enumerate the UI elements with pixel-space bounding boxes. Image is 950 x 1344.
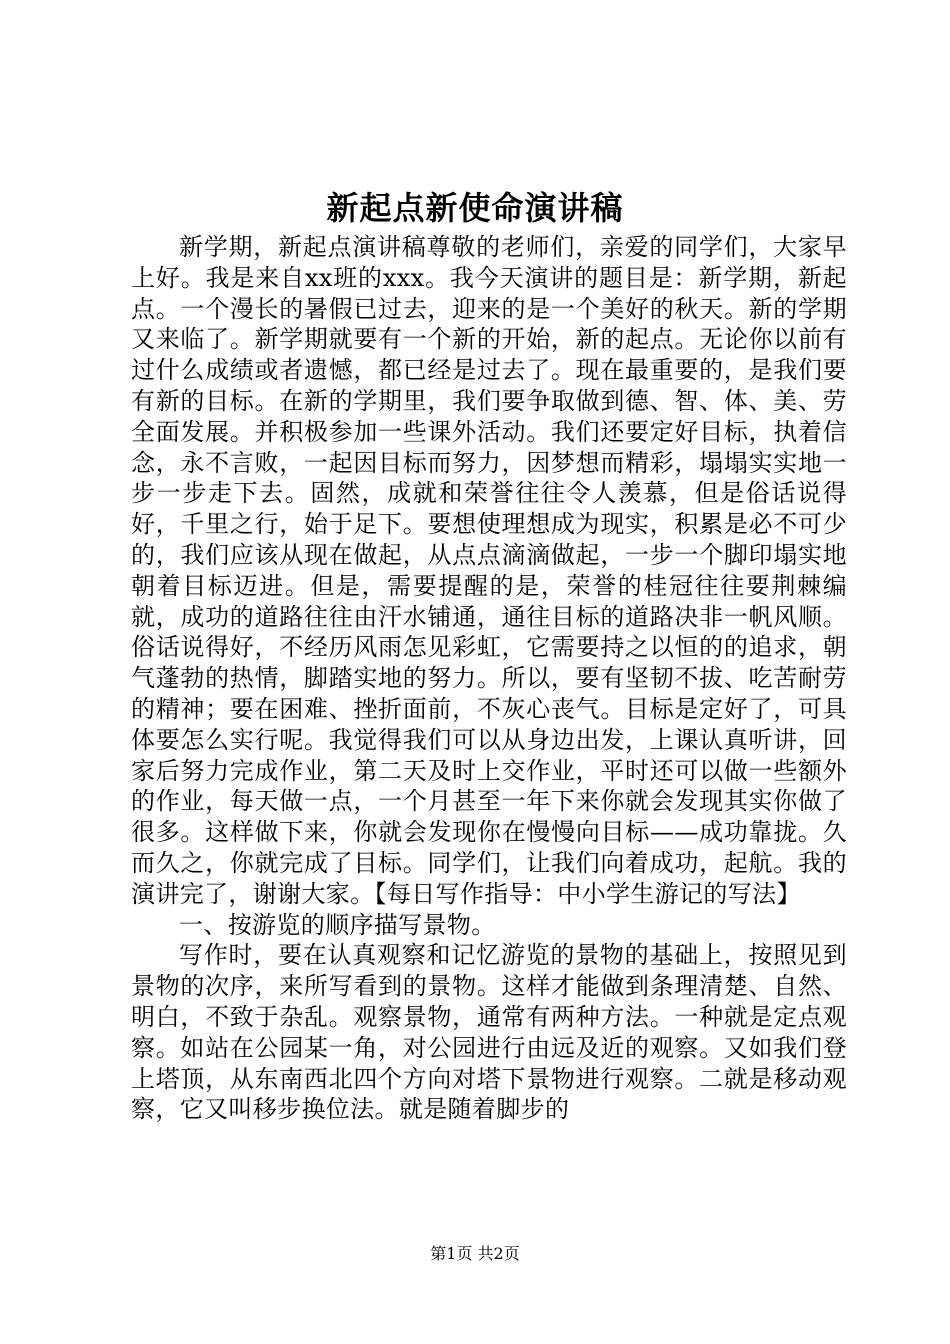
- paragraph-writing-guide: 写作时，要在认真观察和记忆游览的景物的基础上，按照见到景物的次序，来所写看到的景物。这样才能做到条理清楚、自然、明白，不致于杂乱。观察景物，通常有两种方法。一种就是定点观察。如站在公园某一角，对公园进行由远及近的观察。又如我们登上塔顶，从东南西北四个方向对塔下景物进行观察。二就是移动观察，它又叫移步换位法。就是随着脚步的: [131, 941, 847, 1124]
- document-title: 新起点新使命演讲稿: [326, 189, 624, 227]
- page-footer: 第1页 共2页: [430, 1244, 520, 1263]
- document-body: [131, 232, 847, 1125]
- paragraph-section-heading: 一、按游览的顺序描写景物。: [179, 910, 496, 939]
- paragraph-speech: 新学期，新起点演讲稿尊敬的老师们，亲爱的同学们，大家早上好。我是来自xx班的xxx。我今天演讲的题目是：新学期，新起点。一个漫长的暑假已过去，迎来的是一个美好的秋天。新的学期又来临了。新学期就要有一个新的开始，新的起点。无论你以前有过什么成绩或者遗憾，都已经是过去了。现在最重要的，是我们要有新的目标。在新的学期里，我们要争取做到德、智、体、美、劳全面发展。并积极参加一些课外活动。我们还要定好目标，执着信念，永不言败，一起因目标而努力，因梦想而精彩，塌塌实实地一步一步走下去。固然，成就和荣誉往往令人羡慕，但是俗话说得好，千里之行，始于足下。要想使理想成为现实，积累是必不可少的，我们应该从现在做起，从点点滴滴做起，一步一个脚印塌实地朝着目标迈进。但是，需要提醒的是，荣誉的桂冠往往要荆棘编就，成功的道路往往由汗水铺通，通往目标的道路决非一帆风顺。俗话说得好，不经历风雨怎见彩虹，它需要持之以恒的的追求，朝气蓬勃的热情，脚踏实地的努力。所以，要有坚韧不拔、吃苦耐劳的精神；要在困难、挫折面前，不灰心丧气。目标是定好了，可具体要怎么实行呢。我觉得我们可以从身边出发，上课认真听讲，回家后努力完成作业，第二天及时上交作业，平时还可以做一些额外的作业，每天做一点，一个月甚至一年下来你就会发现其实你做了很多。这样做下来，你就会发现你在慢慢向目标——成功靠拢。久而久之，你就完成了目标。同学们，让我们向着成功，起航。我的演讲完了，谢谢大家。【每日写作指导：中小学生游记的写法】: [131, 233, 847, 908]
